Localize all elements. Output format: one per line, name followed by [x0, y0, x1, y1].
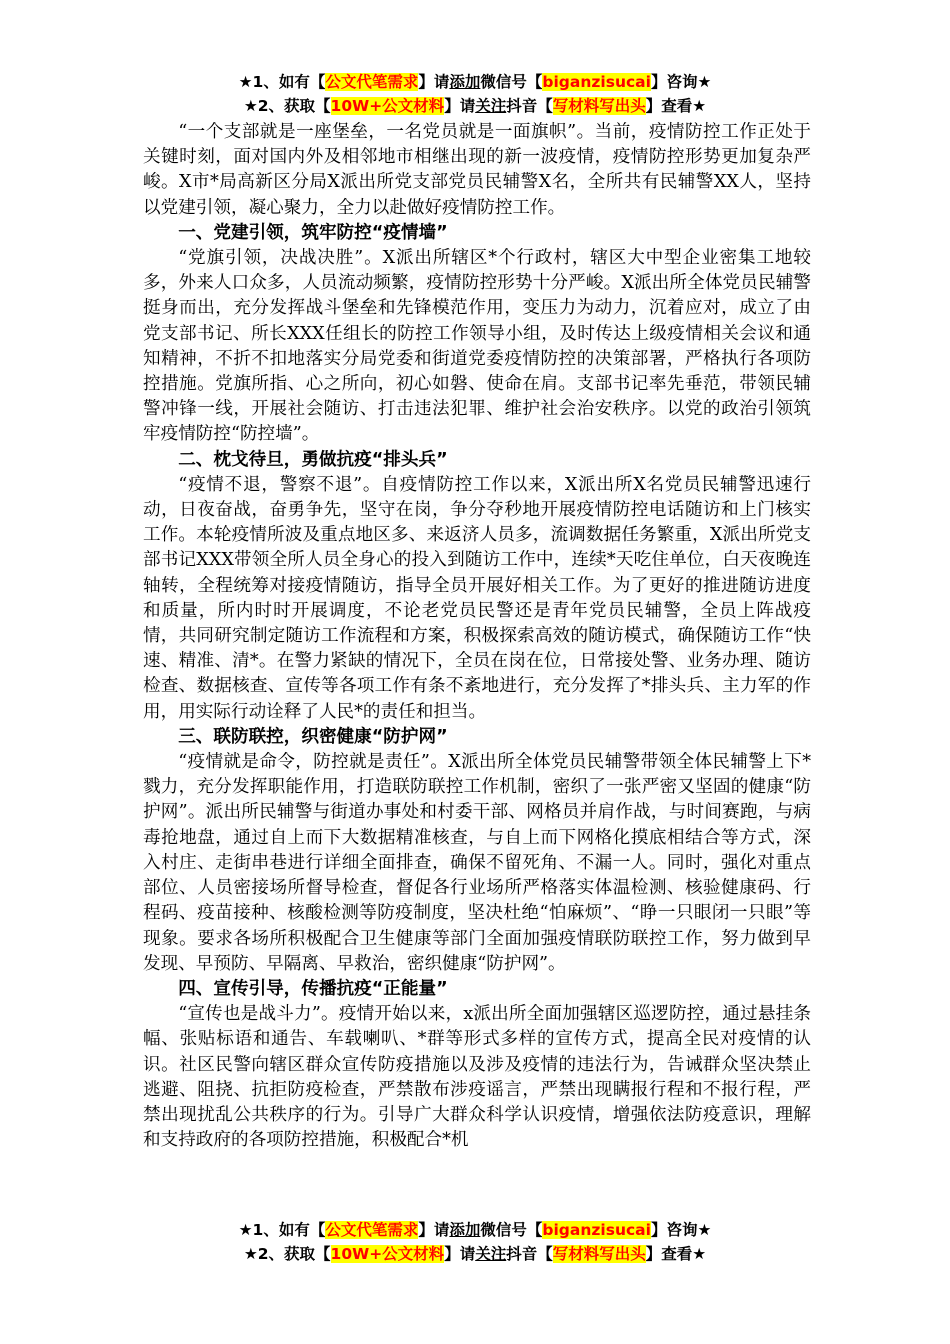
highlight-text: 公文代笔需求 — [325, 73, 419, 91]
highlight-text: 10W+公文材料 — [330, 1245, 445, 1263]
highlight-text: biganzisucai — [542, 1221, 651, 1239]
section-heading: 四、宣传引导，传播抗疫“正能量” — [178, 978, 448, 999]
section-paragraph: “疫情不退，警察不退”。自疫情防控工作以来，X派出所X名党员民辅警迅速行动，日夜奋战，奋勇争先，坚守在岗，争分夺秒地开展疫情防控电话随访和上门核实工作。本轮疫情所波及重点地区多、来返济人员多，流调数据任务繁重，X派出所党支部书记XXX带领全所人员全身心的投入到随访工作中，连续*天吃住单位，白天夜晚连轴转，全程统筹对接疫情随访，指导全员开展好相关工作。为了更好的推进随访进度和质量，所内时时开展调度，不论老党员民警还是青年党员民辅警，全员上阵战疫情，共同研究制定随访工作流程和方案，积极探索高效的随访模式，确保随访工作“快速、精准、清*。在警力紧缺的情况下，全员在岗在位，日常接处警、业务办理、随访检查、数据核查、宣传等各项工作有条不紊地进行，充分发挥了*排头兵、主力军的作用，用实际行动诠释了人民*的责任和担当。 — [143, 474, 811, 722]
highlight-text: biganzisucai — [542, 73, 651, 91]
section-heading: 二、枕戈待旦，勇做抗疫“排头兵” — [178, 449, 448, 470]
section-paragraph: “宣传也是战斗力”。疫情开始以来，x派出所全面加强辖区巡逻防控，通过悬挂条幅、张贴标语和通告、车载喇叭、*群等形式多样的宣传方式，提高全民对疫情的认识。社区民警向辖区群众宣传防疫措施以及涉及疫情的违法行为，告诫群众坚决禁止逃避、阻挠、抗拒防疫检查，严禁散布涉疫谣言，严禁出现瞒报行程和不报行程，严禁出现扰乱公共秩序的行为。引导广大群众科学认识疫情，增强依法防疫意识，理解和支持政府的各项防控措施，积极配合*机 — [143, 1004, 811, 1151]
header-banner — [0, 70, 950, 118]
section-heading: 三、联防联控，织密健康“防护网” — [178, 726, 448, 747]
banner-line-1: ★1、如有【公文代笔需求】请添加微信号【biganzisucai】咨询★ — [238, 73, 712, 91]
highlight-text: 写材料写出头 — [552, 1245, 646, 1263]
section-paragraph: “党旗引领，决战决胜”。X派出所辖区*个行政村，辖区大中型企业密集工地较多，外来人口众多，人员流动频繁，疫情防控形势十分严峻。X派出所全体党员民辅警挺身而出，充分发挥战斗堡垒和先锋模范作用，变压力为动力，沉着应对，成立了由党支部书记、所长XXX任组长的防控工作领导小组，及时传达上级疫情相关会议和通知精神，不折不扣地落实分局党委和街道党委疫情防控的决策部署，严格执行各项防控措施。党旗所指、心之所向，初心如磐、使命在肩。支部书记率先垂范，带领民辅警冲锋一线，开展社会随访、打击违法犯罪、维护社会治安秩序。以党的政治引领筑牢疫情防控“防控墙”。 — [143, 248, 811, 445]
section-heading: 一、党建引领，筑牢防控“疫情墙” — [178, 222, 448, 243]
intro-paragraph: “一个支部就是一座堡垒，一名党员就是一面旗帜”。当前，疫情防控工作正处于关键时刻，面对国内外及相邻地市相继出现的新一波疫情，疫情防控形势更加复杂严峻。X市*局高新区分局X派出所党支部党员民辅警X名，全所共有民辅警XX人，坚持以党建引领，凝心聚力，全力以赴做好疫情防控工作。 — [143, 122, 811, 218]
highlight-text: 公文代笔需求 — [325, 1221, 419, 1239]
banner-line-1: ★1、如有【公文代笔需求】请添加微信号【biganzisucai】咨询★ — [238, 1221, 712, 1239]
highlight-text: 写材料写出头 — [552, 97, 646, 115]
banner-line-2: ★2、获取【10W+公文材料】请关注抖音【写材料写出头】查看★ — [243, 97, 707, 115]
section-paragraph: “疫情就是命令，防控就是责任”。X派出所全体党员民辅警带领全体民辅警上下*戮力，充分发挥职能作用，打造联防联控工作机制，密织了一张严密又坚固的健康“防护网”。派出所民辅警与街道办事处和村委干部、网格员并肩作战，与时间赛跑，与病毒抢地盘，通过自上而下大数据精准核查，与自上而下网格化摸底相结合等方式，深入村庄、走街串巷进行详细全面排查，确保不留死角、不漏一人。同时，强化对重点部位、人员密接场所督导检查，督促各行业场所严格落实体温检测、核验健康码、行程码、疫苗接种、核酸检测等防疫制度，坚决杜绝“怕麻烦”、“睁一只眼闭一只眼”等现象。要求各场所积极配合卫生健康等部门全面加强疫情联防联控工作，努力做到早发现、早预防、早隔离、早救治，密织健康“防护网”。 — [143, 752, 811, 974]
highlight-text: 10W+公文材料 — [330, 97, 445, 115]
banner-line-2: ★2、获取【10W+公文材料】请关注抖音【写材料写出头】查看★ — [243, 1245, 707, 1263]
document-body — [143, 120, 811, 1153]
footer-banner — [0, 1218, 950, 1266]
